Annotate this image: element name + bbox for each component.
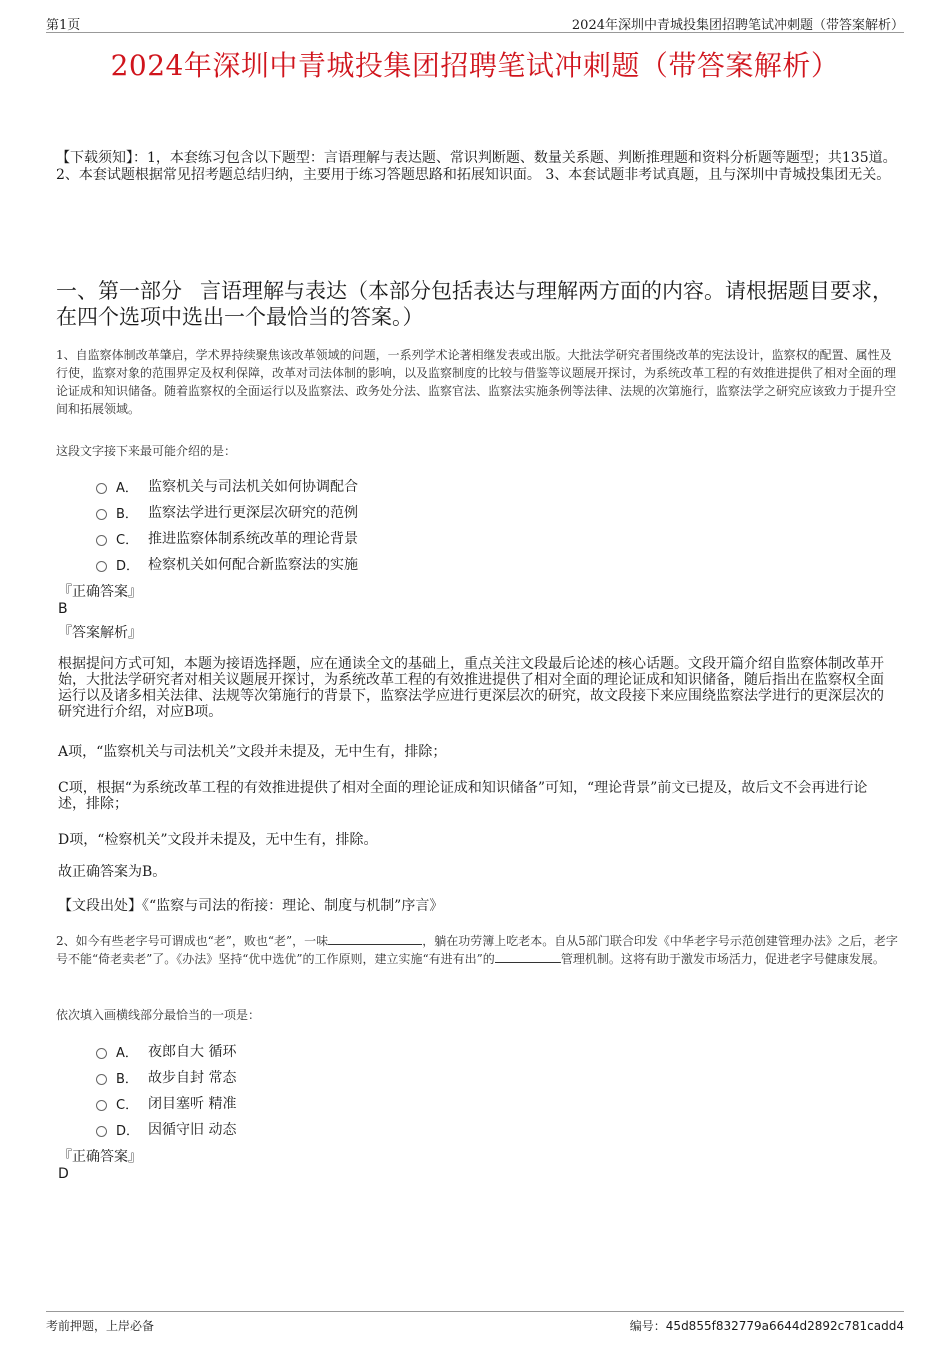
header-doc-title: 2024年深圳中青城投集团招聘笔试冲刺题（带答案解析）	[571, 18, 904, 33]
q2-correct-answer-label: 『正确答案』	[58, 1149, 142, 1165]
footer-slogan: 考前押题，上岸必备	[46, 1319, 155, 1333]
q2-correct-answer: D	[58, 1166, 69, 1182]
section-heading	[56, 278, 901, 330]
fill-blank-1	[328, 932, 422, 945]
page-header	[46, 14, 904, 33]
section-number: 一、第一部分	[56, 279, 182, 303]
radio-icon[interactable]	[96, 509, 107, 520]
q1-correct-answer: B	[58, 601, 68, 617]
q1-analysis-option-a: A项，“监察机关与司法机关”文段并未提及，无中生有，排除；	[58, 744, 447, 760]
q1-option-d[interactable]: D． 检察机关如何配合新监察法的实施	[96, 555, 358, 573]
q1-correct-answer-label: 『正确答案』	[58, 584, 142, 600]
fill-blank-2	[495, 950, 561, 963]
question-1-text: 1、自监察体制改革肇启，学术界持续聚焦该改革领域的问题，一系列学术论著相继发表或出版。大批法学研究者围绕改革的宪法设计，监察权的配置、属性及行使，监察对象的范围界定及权利保障，改革对司法体制的影响，以及监察制度的比较与借鉴等议题展开探讨，为系统改革工程的有效推进提供了相对全面的理论证成和知识储备。随着监察权的全面运行以及监察法、政务处分法、监察官法、监察法实施条例等法律、法规的次第施行，监察法学之研究应该致力于提升空间和拓展领域。	[56, 348, 897, 416]
page-number: 第1页	[46, 18, 81, 33]
footer-code: 编号：45d855f832779a6644d2892c781cadd4	[629, 1319, 904, 1333]
q2-option-c[interactable]: C． 闭目塞听 精准	[96, 1094, 236, 1112]
radio-icon[interactable]	[96, 535, 107, 546]
q1-analysis-option-d: D项，“检察机关”文段并未提及，无中生有，排除。	[58, 832, 378, 848]
q2-option-a[interactable]: A． 夜郎自大 循环	[96, 1042, 236, 1060]
page-footer	[46, 1311, 904, 1336]
q1-analysis-label: 『答案解析』	[58, 625, 142, 641]
radio-icon[interactable]	[96, 1126, 107, 1137]
question-1-prompt: 这段文字接下来最可能介绍的是：	[56, 444, 237, 458]
q1-analysis-conclusion: 故正确答案为B。	[58, 864, 167, 880]
radio-icon[interactable]	[96, 561, 107, 572]
q1-text-source: 【文段出处】《“监察与司法的衔接：理论、制度与机制”序言》	[58, 898, 444, 914]
document-title: 2024年深圳中青城投集团招聘笔试冲刺题（带答案解析）	[110, 49, 840, 82]
radio-icon[interactable]	[96, 1100, 107, 1111]
download-notice: 【下载须知】：1，本套练习包含以下题型：言语理解与表达题、常识判断题、数量关系题、判断推理题和资料分析题等题型；共135道。 2、本套试题根据常见招考题总结归纳，主要用于练习答题思路和拓展知识面。 3、本套试题非考试真题，且与深圳中青城投集团无关。	[56, 150, 897, 183]
question-2-text: 2、如今有些老字号可谓成也“老”，败也“老”，一味 ，躺在功劳簿上吃老本。自从5部门联合印发《中华老字号示范创建管理办法》之后，老字号不能“倚老卖老”了。《办法》坚持“优中选优”的工作原则，建立实施“有进有出”的 管理机制。这将有助于激发市场活力，促进老字号健康发展。	[56, 934, 898, 966]
radio-icon[interactable]	[96, 483, 107, 494]
question-2-prompt: 依次填入画横线部分最恰当的一项是：	[56, 1008, 261, 1022]
q1-option-b[interactable]: B． 监察法学进行更深层次研究的范例	[96, 503, 358, 521]
q2-option-b[interactable]: B． 故步自封 常态	[96, 1068, 236, 1086]
q1-analysis-option-c: C项，根据“为系统改革工程的有效推进提供了相对全面的理论证成和知识储备”可知，“理论背景”前文已提及，故后文不会再进行论述，排除；	[58, 780, 868, 812]
q1-analysis-main: 根据提问方式可知，本题为接语选择题，应在通读全文的基础上，重点关注文段最后论述的核心话题。文段开篇介绍自监察体制改革开始，大批法学研究者对相关议题展开探讨，为系统改革工程的有效推进提供了相对全面的理论证成和知识储备，随后指出在监察权全面运行以及诸多相关法律、法规等次第施行的背景下，监察法学应进行更深层次的研究，故文段接下来应围绕监察法学进行的更深层次的研究进行介绍，对应B项。	[58, 656, 884, 720]
radio-icon[interactable]	[96, 1074, 107, 1085]
q1-option-a[interactable]: A． 监察机关与司法机关如何协调配合	[96, 477, 358, 495]
q2-option-d[interactable]: D． 因循守旧 动态	[96, 1120, 236, 1138]
section-description: 言语理解与表达（本部分包括表达与理解两方面的内容。请根据题目要求，在四个选项中选出一个最恰当的答案。）	[56, 279, 893, 329]
q1-option-c[interactable]: C． 推进监察体制系统改革的理论背景	[96, 529, 358, 547]
radio-icon[interactable]	[96, 1048, 107, 1059]
